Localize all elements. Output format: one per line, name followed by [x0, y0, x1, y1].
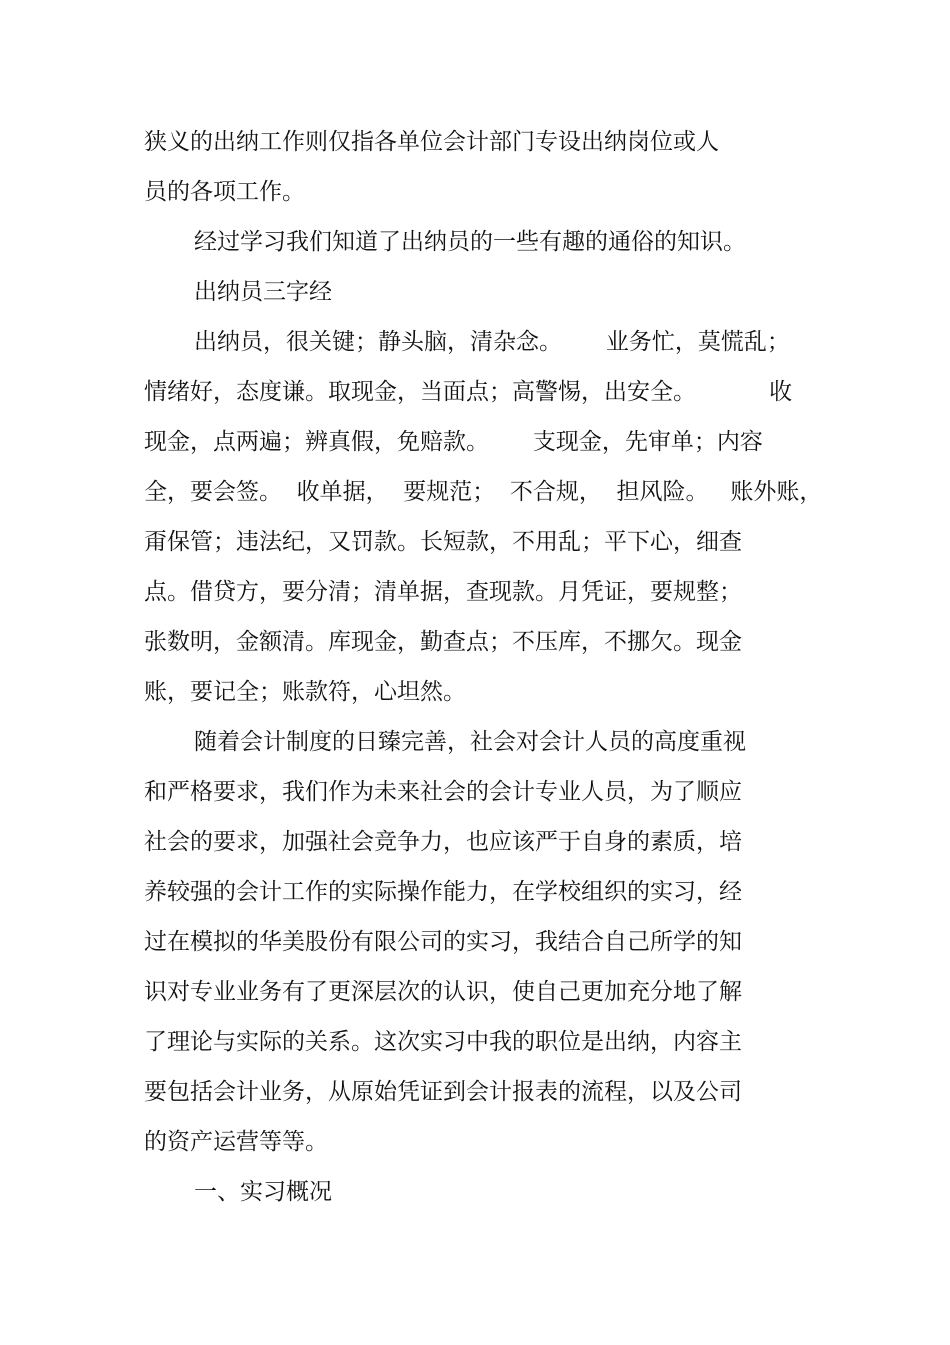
text-line: 和严格要求，我们作为未来社会的会计专业人员，为了顺应: [144, 779, 742, 805]
verse-line: 情绪好，态度谦。取现金，当面点；高警惕，出安全。 收: [144, 379, 793, 405]
text-line: 养较强的会计工作的实际操作能力，在学校组织的实习，经: [144, 879, 742, 905]
paragraph-line: 经过学习我们知道了出纳员的一些有趣的通俗的知识。: [194, 229, 746, 255]
text-line: 要包括会计业务，从原始凭证到会计报表的流程，以及公司: [144, 1079, 742, 1105]
text-line: 识对专业业务有了更深层次的认识，使自己更加充分地了解: [144, 979, 742, 1005]
section-heading: 出纳员三字经: [194, 279, 332, 305]
paragraph-line: 随着会计制度的日臻完善，社会对会计人员的高度重视: [194, 729, 746, 755]
verse-line: 张数明，金额清。库现金，勤查点；不压库，不挪欠。现金: [144, 629, 742, 655]
verse-line: 现金，点两遍；辨真假，免赔款。 支现金，先审单；内容: [144, 429, 763, 455]
verse-line: 全，要会签。 收单据， 要规范； 不合规， 担风险。 账外账，: [144, 479, 823, 505]
text-line: 的资产运营等等。: [144, 1129, 328, 1155]
verse-line: 点。借贷方，要分清；清单据，查现款。月凭证，要规整；: [144, 579, 742, 605]
section-heading: 一、实习概况: [194, 1179, 332, 1205]
verse-line: 账，要记全；账款符，心坦然。: [144, 679, 466, 705]
text-line: 狭义的出纳工作则仅指各单位会计部门专设出纳岗位或人: [144, 129, 719, 155]
verse-line: 出纳员，很关键；静头脑，清杂念。 业务忙，莫慌乱；: [194, 329, 790, 355]
text-line: 社会的要求，加强社会竞争力，也应该严于自身的素质，培: [144, 829, 742, 855]
text-line: 过在模拟的华美股份有限公司的实习，我结合自己所学的知: [144, 929, 742, 955]
text-line: 员的各项工作。: [144, 179, 305, 205]
text-line: 了理论与实际的关系。这次实习中我的职位是出纳，内容主: [144, 1029, 742, 1055]
verse-line: 甭保管；违法纪，又罚款。长短款，不用乱；平下心，细查: [144, 529, 742, 555]
